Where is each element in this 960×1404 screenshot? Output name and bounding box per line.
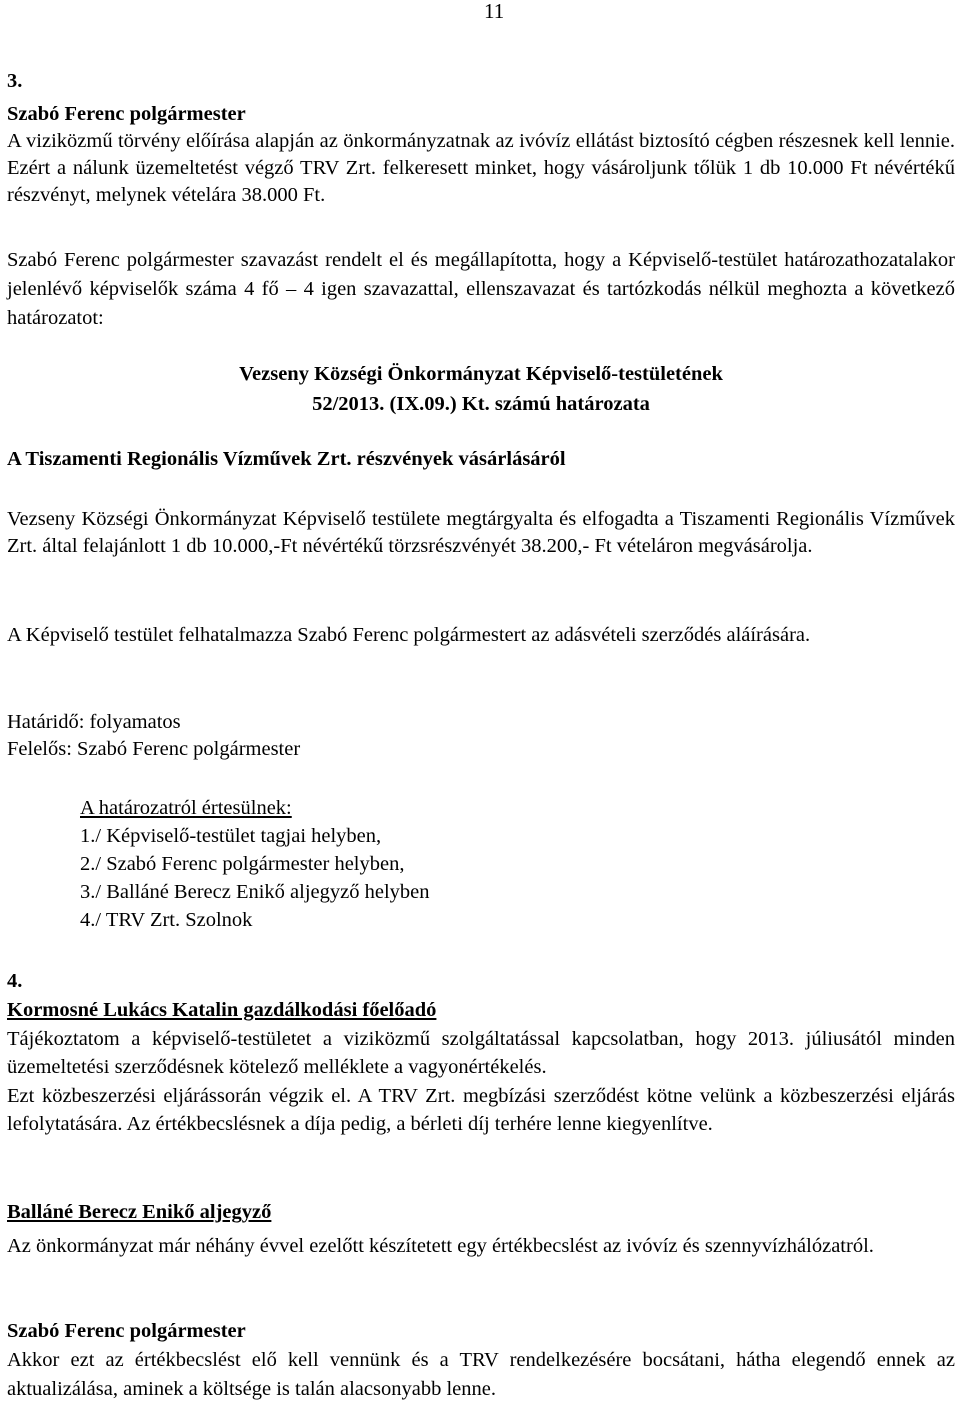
ballane-text: Az önkormányzat már néhány évvel ezelőtt készítetett egy értékbecslést az ivóvíz és szennyvízhálózatról. [7, 1235, 874, 1257]
deadline-line: Határidő: folyamatos [7, 711, 181, 733]
vote-paragraph: Szabó Ferenc polgármester szavazást rendelt el és megállapította, hogy a Képviselő-testület határozathozatalakor jelenlévő képviselők száma 4 fő – 4 igen szavazattal, ellenszavazat és tartózkodás nélkül meghozta a következő határozatot: [7, 249, 955, 329]
responsible-line: Felelős: Szabó Ferenc polgármester [7, 738, 301, 760]
resolution-title-line1: Vezseny Községi Önkormányzat Képviselő-testületének [239, 363, 723, 385]
kormosne-text-2: Ezt közbeszerzési eljárássorán végzik el. A TRV Zrt. megbízási szerződést kötne velünk a közbeszerzési eljárás lefolytatására. Az értékbecslésnek a díja pedig, a bérleti díj terhére lenne kiegyenlítve. [7, 1085, 955, 1135]
section-3-intro: A viziközmű törvény előírása alapján az önkormányzatnak az ivóvíz ellátást biztosító cégben részesnek kell lennie. Ezért a nálunk üzemeltetést végző TRV Zrt. felkeresett minket, hogy vásároljunk tőlük 1 db 10.000 Ft névértékű részvényt, melynek vételára 38.000 Ft. [7, 130, 955, 206]
resolution-body-2: A Képviselő testület felhatalmazza Szabó Ferenc polgármestert az adásvételi szerződés aláírására. [7, 624, 811, 646]
section-3-number: 3. [7, 70, 23, 92]
kormosne-text-1: Tájékoztatom a képviselő-testületet a viziközmű szolgáltatással kapcsolatban, hogy 2013. júliusától minden üzemeltetési szerződésnek kötelező melléklete a vagyonértékelés. [7, 1028, 955, 1078]
speaker-szabo-2: Szabó Ferenc polgármester [7, 1320, 246, 1342]
speaker-szabo-1: Szabó Ferenc polgármester [7, 103, 246, 125]
notify-item: 1./ Képviselő-testület tagjai helyben, [80, 825, 382, 847]
szabo-text: Akkor ezt az értékbecslést elő kell vennünk és a TRV rendelkezésére bocsátani, hátha elegendő ennek az aktualizálása, aminek a költsége is talán alacsonyabb lenne. [7, 1349, 955, 1400]
resolution-title-line2: 52/2013. (IX.09.) Kt. számú határozata [312, 393, 650, 415]
notify-item: 3./ Balláné Berecz Enikő aljegyző helyben [80, 881, 430, 903]
notify-item: 4./ TRV Zrt. Szolnok [80, 909, 253, 931]
speaker-ballane: Balláné Berecz Enikő aljegyző [7, 1201, 272, 1223]
resolution-subject: A Tiszamenti Regionális Vízművek Zrt. részvények vásárlásáról [7, 448, 566, 470]
resolution-body-1: Vezseny Községi Önkormányzat Képviselő testülete megtárgyalta és elfogadta a Tiszamenti Regionális Vízművek Zrt. által felajánlott 1 db 10.000,-Ft névértékű törzsrészvényét 38.200,- Ft vételáron megvásárolja. [7, 508, 955, 557]
section-4-number: 4. [7, 970, 23, 992]
notify-heading: A határozatról értesülnek: [80, 797, 292, 819]
speaker-kormosne: Kormosné Lukács Katalin gazdálkodási főelőadó [7, 999, 437, 1021]
notify-item: 2./ Szabó Ferenc polgármester helyben, [80, 853, 405, 875]
notify-section [80, 795, 680, 934]
page-number: 11 [484, 0, 505, 23]
